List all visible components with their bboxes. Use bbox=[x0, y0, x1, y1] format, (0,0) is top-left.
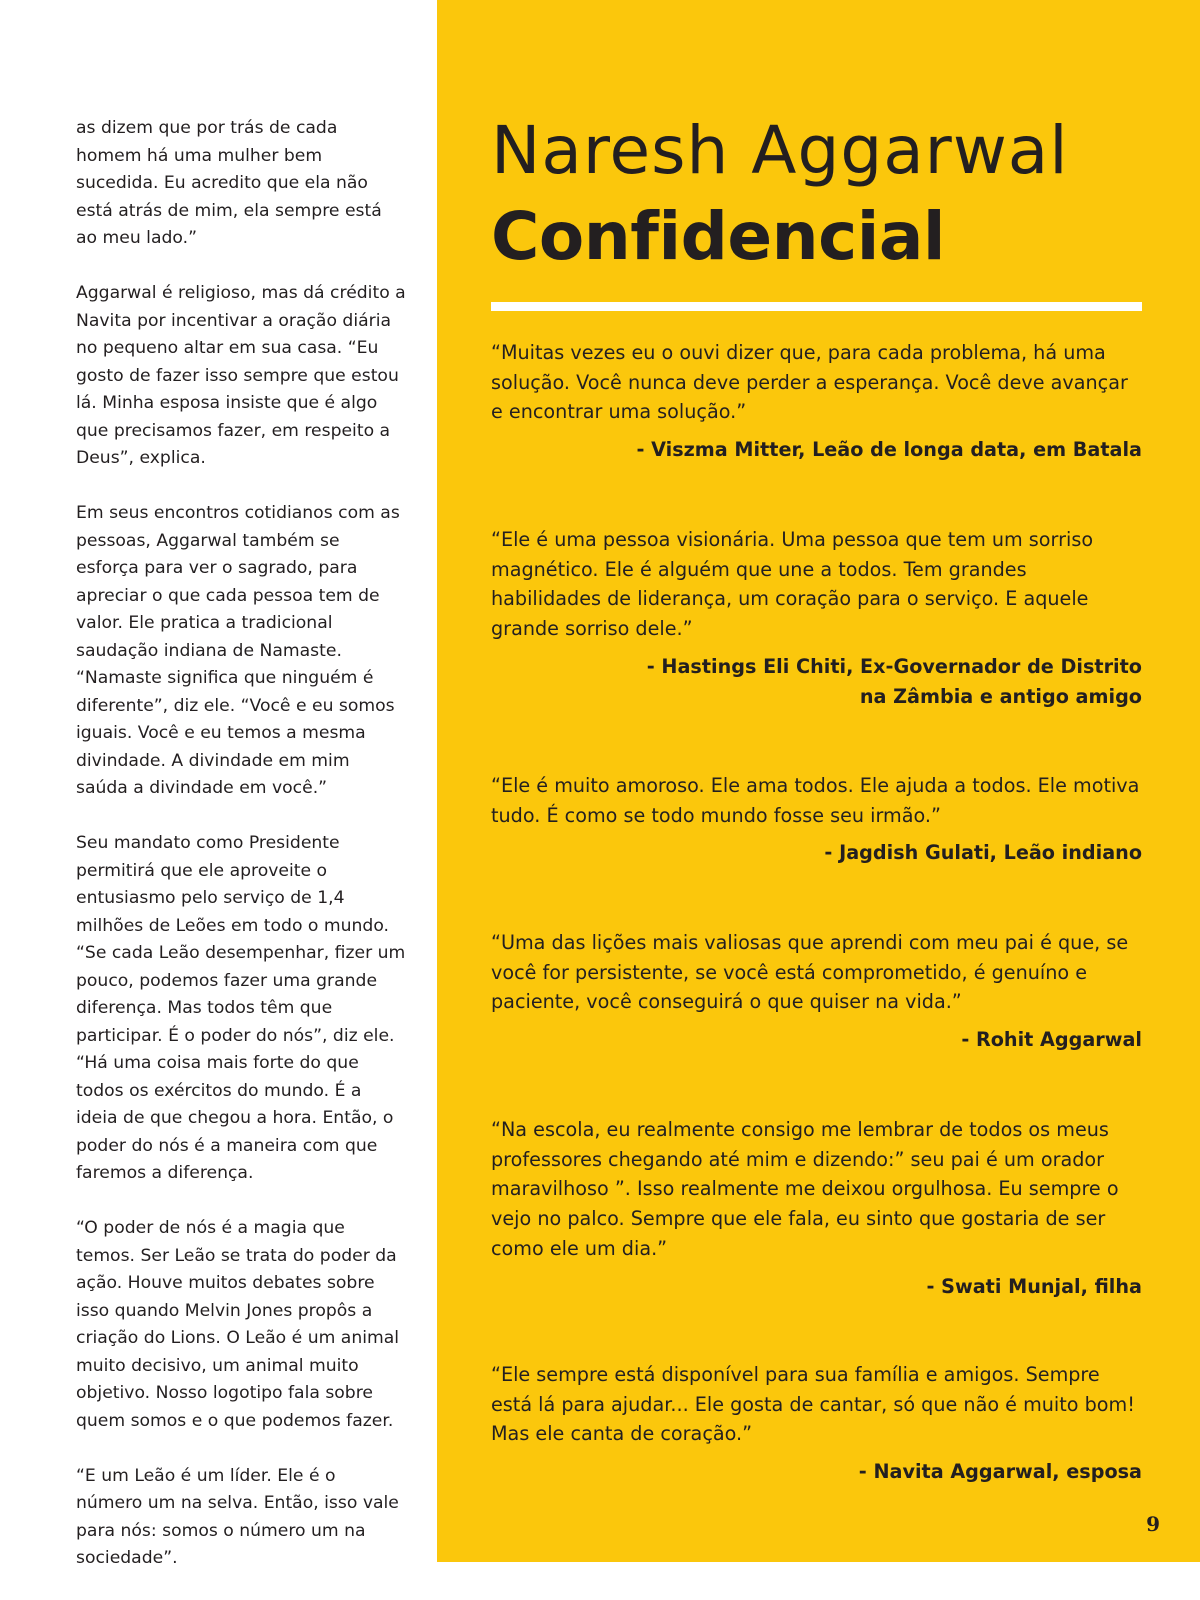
quote-author: - Rohit Aggarwal bbox=[961, 1028, 1142, 1052]
quote-block bbox=[491, 928, 1142, 1055]
sidebar-title-confidencial: Confidencial bbox=[491, 198, 946, 275]
paragraph: “E um Leão é um líder. Ele é o número um na selva. Então, isso vale para nós: somos o número um na sociedade”. bbox=[76, 1465, 399, 1568]
title-divider bbox=[491, 302, 1142, 311]
quote-text: “Ele é uma pessoa visionária. Uma pessoa que tem um sorriso magnético. Ele é alguém que une a todos. Tem grandes habilidades de liderança, um coração para o serviço. E aquele grande sorriso dele.” bbox=[491, 528, 1094, 641]
quote-author: - Hastings Eli Chiti, Ex-Governador de Distrito na Zâmbia e antigo amigo bbox=[646, 654, 1142, 708]
paragraph: Em seus encontros cotidianos com as pessoas, Aggarwal também se esforça para ver o sagrado, para apreciar o que cada pessoa tem de valor. Ele pratica a tradicional saudação indiana de Namaste. “Namaste significa que ninguém é diferente”, diz ele. “Você e eu somos iguais. Você e eu temos a mesma divindade. A divindade em mim saúda a divindade em você.” bbox=[76, 503, 400, 798]
quote-block bbox=[491, 1115, 1142, 1301]
quote-text: “Uma das lições mais valiosas que aprendi com meu pai é que, se você for persistente, se você está comprometido, é genuíno e paciente, você conseguirá o que quiser na vida.” bbox=[491, 931, 1129, 1014]
quote-block bbox=[491, 338, 1142, 465]
quote-block bbox=[491, 771, 1142, 868]
quote-author: - Viszma Mitter, Leão de longa data, em Batala bbox=[636, 438, 1142, 462]
quote-block bbox=[491, 1360, 1142, 1487]
paragraph: Seu mandato como Presidente permitirá que ele aproveite o entusiasmo pelo serviço de 1,4 milhões de Leões em todo o mundo. “Se cada Leão desempenhar, fizer um pouco, podemos fazer uma grande diferença. Mas todos têm que participar. É o poder do nós”, diz ele. “Há uma coisa mais forte do que todos os exércitos do mundo. É a ideia de que chegou a hora. Então, o poder do nós é a maneira com que faremos a diferença. bbox=[76, 833, 406, 1183]
quote-text: “Muitas vezes eu o ouvi dizer que, para cada problema, há uma solução. Você nunca deve perder a esperança. Você deve avançar e encontrar uma solução.” bbox=[491, 341, 1128, 424]
quote-text: “Ele é muito amoroso. Ele ama todos. Ele ajuda a todos. Ele motiva tudo. É como se todo mundo fosse seu irmão.” bbox=[491, 774, 1140, 827]
left-column bbox=[0, 0, 437, 1568]
quote-author: - Jagdish Gulati, Leão indiano bbox=[824, 841, 1142, 865]
paragraph: Aggarwal é religioso, mas dá crédito a Navita por incentivar a oração diária no pequeno altar em sua casa. “Eu gosto de fazer isso sempre que estou lá. Minha esposa insiste que é algo que precisamos fazer, em respeito a Deus”, explica. bbox=[76, 283, 406, 468]
quote-author: - Navita Aggarwal, esposa bbox=[858, 1460, 1142, 1484]
sidebar-title-name: Naresh Aggarwal bbox=[491, 112, 1069, 189]
quote-text: “Ele sempre está disponível para sua família e amigos. Sempre está lá para ajudar... Ele gosta de cantar, só que não é muito bom! Mas ele canta de coração.” bbox=[491, 1363, 1135, 1446]
quote-text: “Na escola, eu realmente consigo me lembrar de todos os meus professores chegando até mim e dizendo:” seu pai é um orador maravilhoso ”. Isso realmente me deixou orgulhosa. Eu sempre o vejo no palco. Sempre que ele fala, eu sinto que gostaria de ser como ele um dia.” bbox=[491, 1118, 1119, 1260]
paragraph: as dizem que por trás de cada homem há uma mulher bem sucedida. Eu acredito que ela não está atrás de mim, ela sempre está ao meu lado.” bbox=[76, 118, 382, 248]
paragraph: “O poder de nós é a magia que temos. Ser Leão se trata do poder da ação. Houve muitos debates sobre isso quando Melvin Jones propôs a criação do Lions. O Leão é um animal muito decisivo, um animal muito objetivo. Nosso logotipo fala sobre quem somos e o que podemos fazer. bbox=[76, 1218, 400, 1431]
page-number: 9 bbox=[1146, 1512, 1160, 1536]
quote-author: - Swati Munjal, filha bbox=[926, 1274, 1142, 1298]
quote-block bbox=[491, 525, 1142, 711]
body-text bbox=[76, 115, 406, 1600]
